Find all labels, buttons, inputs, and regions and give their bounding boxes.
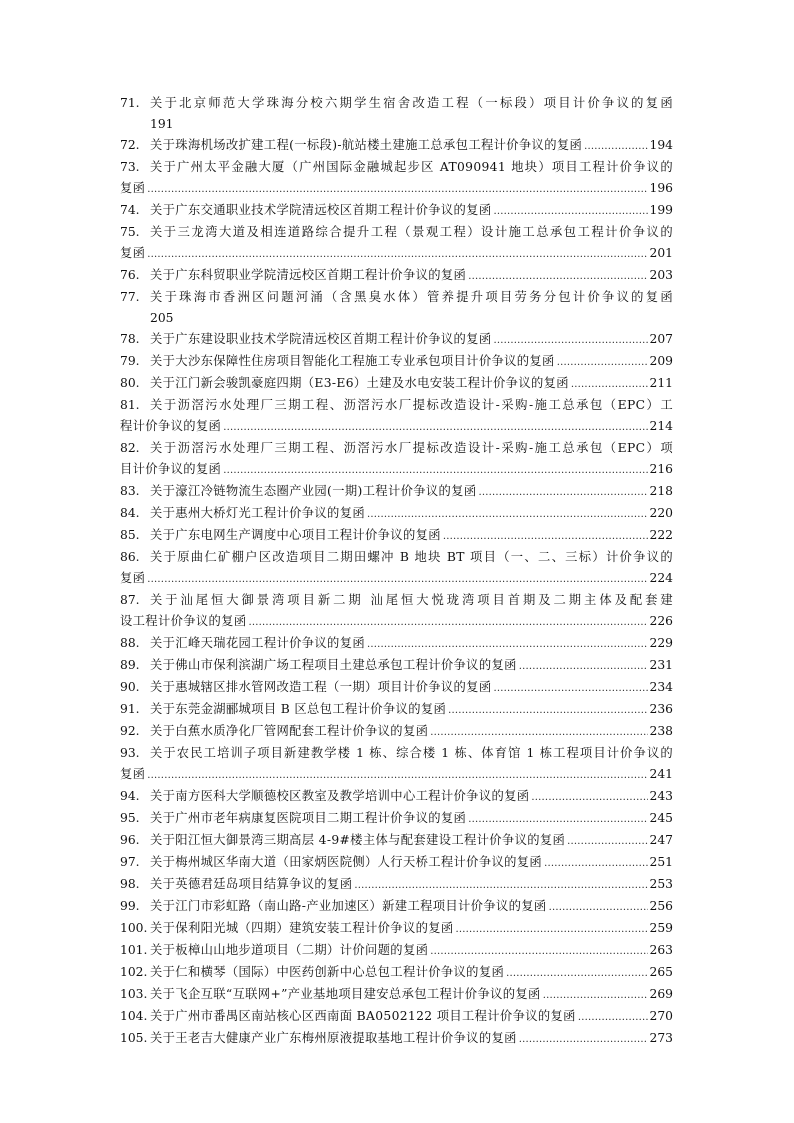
toc-entry-number: 85. — [120, 528, 140, 542]
toc-entry-page: 238 — [649, 724, 673, 738]
toc-entry-number: 93. — [120, 746, 140, 760]
toc-entry-page: 226 — [649, 614, 673, 628]
toc-entry[interactable] — [120, 633, 673, 655]
toc-entry[interactable] — [120, 287, 673, 329]
toc-entry-number: 86. — [120, 550, 140, 564]
toc-entry-page: 263 — [649, 943, 673, 957]
toc-entry-page: 214 — [649, 419, 673, 433]
toc-entry-number: 97. — [120, 855, 140, 869]
toc-entry-title: 关于仁和横琴（国际）中医药创新中心总包工程计价争议的复函 — [150, 965, 505, 979]
dot-leader — [519, 1029, 648, 1050]
toc-entry[interactable] — [120, 962, 673, 984]
toc-entry-title: 关于广州太平金融大厦（广州国际金融城起步区 AT090941 地块）项目工程计价争议的 — [150, 160, 673, 174]
toc-entry-title: 关于惠城辖区排水管网改造工程（一期）项目计价争议的复函 — [150, 680, 492, 694]
toc-entry[interactable] — [120, 395, 673, 438]
toc-entry-title: 复函 — [120, 767, 146, 781]
toc-entry[interactable] — [120, 984, 673, 1006]
toc-entry[interactable] — [120, 135, 673, 157]
toc-entry-title: 关于珠海市香洲区问题河涌（含黑臭水体）管养提升项目劳务分包计价争议的复函 — [150, 290, 673, 304]
dot-leader — [367, 504, 648, 525]
toc-entry-page: 236 — [649, 702, 673, 716]
toc-entry-page: 273 — [649, 1031, 673, 1045]
toc-entry-number: 102. — [120, 965, 148, 979]
toc-entry-title: 关于三龙湾大道及相连道路综合提升工程（景观工程）设计施工总承包工程计价争议的 — [150, 225, 673, 239]
toc-entry-number: 94. — [120, 789, 140, 803]
toc-entry-title: 关于南方医科大学顺德校区教室及教学培训中心工程计价争议的复函 — [150, 789, 530, 803]
dot-leader — [493, 201, 647, 222]
toc-entry[interactable] — [120, 677, 673, 699]
toc-entry-number: 73. — [120, 160, 140, 174]
toc-entry-number: 101. — [120, 943, 148, 957]
toc-entry-title: 复函 — [120, 246, 146, 260]
dot-leader — [443, 526, 648, 547]
toc-entry-number: 100. — [120, 921, 148, 935]
toc-entry-title: 关于惠州大桥灯光工程计价争议的复函 — [150, 506, 365, 520]
toc-entry-title: 设工程计价争议的复函 — [120, 614, 247, 628]
toc-entry-title: 关于飞企互联“互联网+”产业基地项目建安总承包工程计价争议的复函 — [150, 987, 541, 1001]
toc-entry-page: 201 — [649, 246, 673, 260]
toc-entry-title: 关于广州市番禺区南站核心区西南面 BA0502122 项目工程计价争议的复函 — [150, 1009, 576, 1023]
toc-entry-title: 关于江门新会骏凯豪庭四期（E3-E6）土建及水电安装工程计价争议的复函 — [150, 376, 569, 390]
table-of-contents — [120, 93, 673, 1050]
dot-leader — [147, 179, 647, 200]
toc-entry[interactable] — [120, 852, 673, 874]
toc-entry-title: 关于东莞金湖郦城项目 B 区总包工程计价争议的复函 — [150, 702, 447, 716]
toc-entry-page: 234 — [649, 680, 673, 694]
toc-entry-number: 87. — [120, 593, 140, 607]
toc-entry-title: 目计价争议的复函 — [120, 462, 222, 476]
toc-entry-page: 207 — [649, 332, 673, 346]
toc-entry-title: 关于濠江冷链物流生态圈产业园(一期)工程计价争议的复函 — [150, 484, 477, 498]
toc-entry-number: 96. — [120, 833, 140, 847]
toc-entry-title: 关于英德君廷岛项目结算争议的复函 — [150, 877, 353, 891]
toc-entry-title: 关于农民工培训子项目新建教学楼 1 栋、综合楼 1 栋、体育馆 1 栋工程项目计价争议的 — [150, 746, 673, 760]
toc-entry-title: 关于保利阳光城（四期）建筑安装工程计价争议的复函 — [150, 921, 454, 935]
dot-leader — [584, 136, 647, 157]
dot-leader — [544, 853, 647, 874]
toc-entry-number: 95. — [120, 811, 140, 825]
toc-entry-number: 78. — [120, 332, 140, 346]
toc-entry-title: 关于广东交通职业技术学院清远校区首期工程计价争议的复函 — [150, 203, 492, 217]
toc-entry-title: 复函 — [120, 181, 146, 195]
dot-leader — [506, 963, 647, 984]
toc-entry-page: 243 — [649, 789, 673, 803]
toc-entry-number: 84. — [120, 506, 140, 520]
toc-entry-number: 91. — [120, 702, 140, 716]
dot-leader — [567, 831, 647, 852]
toc-entry-page: 241 — [649, 767, 673, 781]
dot-leader — [248, 612, 647, 633]
toc-entry-number: 82. — [120, 441, 140, 455]
toc-entry-number: 98. — [120, 877, 140, 891]
toc-entry-number: 92. — [120, 724, 140, 738]
dot-leader — [448, 700, 647, 721]
toc-entry[interactable] — [120, 157, 673, 200]
dot-leader — [223, 417, 647, 438]
toc-entry-page: 251 — [649, 855, 673, 869]
toc-entry[interactable] — [120, 93, 673, 135]
dot-leader — [354, 875, 647, 896]
toc-entry-title: 复函 — [120, 571, 146, 585]
toc-entry[interactable] — [120, 329, 673, 351]
toc-entry-page: 229 — [649, 636, 673, 650]
toc-entry[interactable] — [120, 830, 673, 852]
toc-entry-title: 程计价争议的复函 — [120, 419, 222, 433]
toc-entry-title: 关于北京师范大学珠海分校六期学生宿舍改造工程（一标段）项目计价争议的复函 — [150, 96, 673, 110]
dot-leader — [493, 678, 647, 699]
toc-entry-page: 256 — [649, 899, 673, 913]
toc-entry[interactable] — [120, 481, 673, 503]
toc-entry-title: 关于王老吉大健康产业广东梅州原液提取基地工程计价争议的复函 — [150, 1031, 517, 1045]
toc-entry[interactable] — [120, 808, 673, 830]
toc-entry[interactable] — [120, 525, 673, 547]
toc-entry-page: 203 — [649, 268, 673, 282]
toc-entry-page: 220 — [649, 506, 673, 520]
toc-entry-title: 关于大沙东保障性住房项目智能化工程施工专业承包项目计价争议的复函 — [150, 354, 555, 368]
toc-entry[interactable] — [120, 874, 673, 896]
toc-entry[interactable] — [120, 721, 673, 743]
toc-entry-title: 关于梅州城区华南大道（田家炳医院侧）人行天桥工程计价争议的复函 — [150, 855, 543, 869]
toc-entry-number: 103. — [120, 987, 148, 1001]
toc-entry-page: 245 — [649, 811, 673, 825]
toc-entry-number: 99. — [120, 899, 140, 913]
toc-entry-number: 104. — [120, 1009, 148, 1023]
toc-entry-page: 253 — [649, 877, 673, 891]
dot-leader — [147, 765, 647, 786]
toc-entry-page: 270 — [649, 1009, 673, 1023]
toc-entry-page: 196 — [649, 181, 673, 195]
toc-entry[interactable] — [120, 699, 673, 721]
dot-leader — [493, 330, 647, 351]
toc-entry[interactable] — [120, 940, 673, 962]
toc-entry-page: 218 — [649, 484, 673, 498]
dot-leader — [367, 634, 648, 655]
toc-entry-page: 247 — [649, 833, 673, 847]
toc-entry-page: 265 — [649, 965, 673, 979]
toc-entry-title: 关于汇峰天瑞花园工程计价争议的复函 — [150, 636, 365, 650]
toc-entry[interactable] — [120, 743, 673, 786]
toc-entry-title: 关于沥滘污水处理厂三期工程、沥滘污水厂提标改造设计-采购-施工总承包（EPC）工 — [150, 398, 673, 412]
toc-entry-page: 231 — [649, 658, 673, 672]
toc-entry-page: 194 — [649, 138, 673, 152]
toc-entry-title: 关于板樟山山地步道项目（二期）计价问题的复函 — [150, 943, 429, 957]
toc-entry[interactable] — [120, 1028, 673, 1050]
toc-entry-title: 关于广东建设职业技术学院清远校区首期工程计价争议的复函 — [150, 332, 492, 346]
toc-entry[interactable] — [120, 438, 673, 481]
dot-leader — [430, 722, 647, 743]
toc-entry[interactable] — [120, 200, 673, 222]
toc-entry-number: 90. — [120, 680, 140, 694]
toc-entry[interactable] — [120, 547, 673, 590]
toc-entry-number: 77. — [120, 290, 140, 304]
toc-entry-number: 74. — [120, 203, 140, 217]
toc-entry-number: 80. — [120, 376, 140, 390]
dot-leader — [147, 569, 647, 590]
toc-entry-page: 191 — [150, 117, 174, 131]
toc-entry[interactable] — [120, 503, 673, 525]
toc-entry-title: 关于江门市彩虹路（南山路-产业加速区）新建工程项目计价争议的复函 — [150, 899, 547, 913]
dot-leader — [531, 787, 647, 808]
toc-entry[interactable] — [120, 222, 673, 265]
toc-entry[interactable] — [120, 896, 673, 918]
toc-entry-number: 89. — [120, 658, 140, 672]
toc-entry-number: 88. — [120, 636, 140, 650]
toc-entry-number: 71. — [120, 96, 140, 110]
toc-entry-number: 75. — [120, 225, 140, 239]
toc-entry-page: 211 — [649, 376, 673, 390]
dot-leader — [223, 460, 647, 481]
toc-entry[interactable] — [120, 1006, 673, 1028]
dot-leader — [578, 1007, 648, 1028]
toc-entry-number: 105. — [120, 1031, 148, 1045]
dot-leader — [549, 897, 648, 918]
toc-entry-page: 209 — [649, 354, 673, 368]
dot-leader — [430, 941, 647, 962]
dot-leader — [557, 352, 648, 373]
toc-entry-title: 关于广东科贸职业学院清远校区首期工程计价争议的复函 — [150, 268, 467, 282]
dot-leader — [147, 244, 647, 265]
toc-entry-title: 关于佛山市保利滨湖广场工程项目土建总承包工程计价争议的复函 — [150, 658, 517, 672]
toc-entry-title: 关于沥滘污水处理厂三期工程、沥滘污水厂提标改造设计-采购-施工总承包（EPC）项 — [150, 441, 673, 455]
toc-entry[interactable] — [120, 786, 673, 808]
dot-leader — [468, 266, 647, 287]
toc-entry[interactable] — [120, 590, 673, 633]
dot-leader — [519, 656, 648, 677]
toc-entry-page: 216 — [649, 462, 673, 476]
toc-entry-number: 72. — [120, 138, 140, 152]
toc-entry-number: 81. — [120, 398, 140, 412]
toc-entry-page: 199 — [649, 203, 673, 217]
dot-leader — [571, 374, 648, 395]
toc-entry-page: 259 — [649, 921, 673, 935]
toc-entry-number: 79. — [120, 354, 140, 368]
toc-entry-title: 关于原曲仁矿棚户区改造项目二期田螺冲 B 地块 BT 项目（一、二、三标）计价争议的 — [150, 550, 673, 564]
toc-entry-title: 关于阳江恒大御景湾三期高层 4-9#楼主体与配套建设工程计价争议的复函 — [150, 833, 566, 847]
toc-entry-page: 222 — [649, 528, 673, 542]
toc-entry-title: 关于汕尾恒大御景湾项目新二期 汕尾恒大悦珑湾项目首期及二期主体及配套建 — [150, 593, 673, 607]
toc-entry-title: 关于广东电网生产调度中心项目工程计价争议的复函 — [150, 528, 441, 542]
toc-entry-title: 关于白蕉水质净化厂管网配套工程计价争议的复函 — [150, 724, 429, 738]
dot-leader — [478, 482, 647, 503]
toc-entry[interactable] — [120, 918, 673, 940]
toc-entry[interactable] — [120, 351, 673, 373]
toc-entry-title: 关于珠海机场改扩建工程(一标段)-航站楼土建施工总承包工程计价争议的复函 — [150, 138, 583, 152]
toc-entry[interactable] — [120, 373, 673, 395]
dot-leader — [468, 809, 647, 830]
toc-entry-page: 269 — [649, 987, 673, 1001]
dot-leader — [543, 985, 648, 1006]
toc-entry-page: 224 — [649, 571, 673, 585]
toc-entry-number: 76. — [120, 268, 140, 282]
dot-leader — [456, 919, 648, 940]
toc-entry-page: 205 — [150, 311, 174, 325]
toc-entry-number: 83. — [120, 484, 140, 498]
toc-entry-title: 关于广州市老年病康复医院项目二期工程计价争议的复函 — [150, 811, 467, 825]
toc-entry[interactable] — [120, 655, 673, 677]
toc-entry[interactable] — [120, 265, 673, 287]
